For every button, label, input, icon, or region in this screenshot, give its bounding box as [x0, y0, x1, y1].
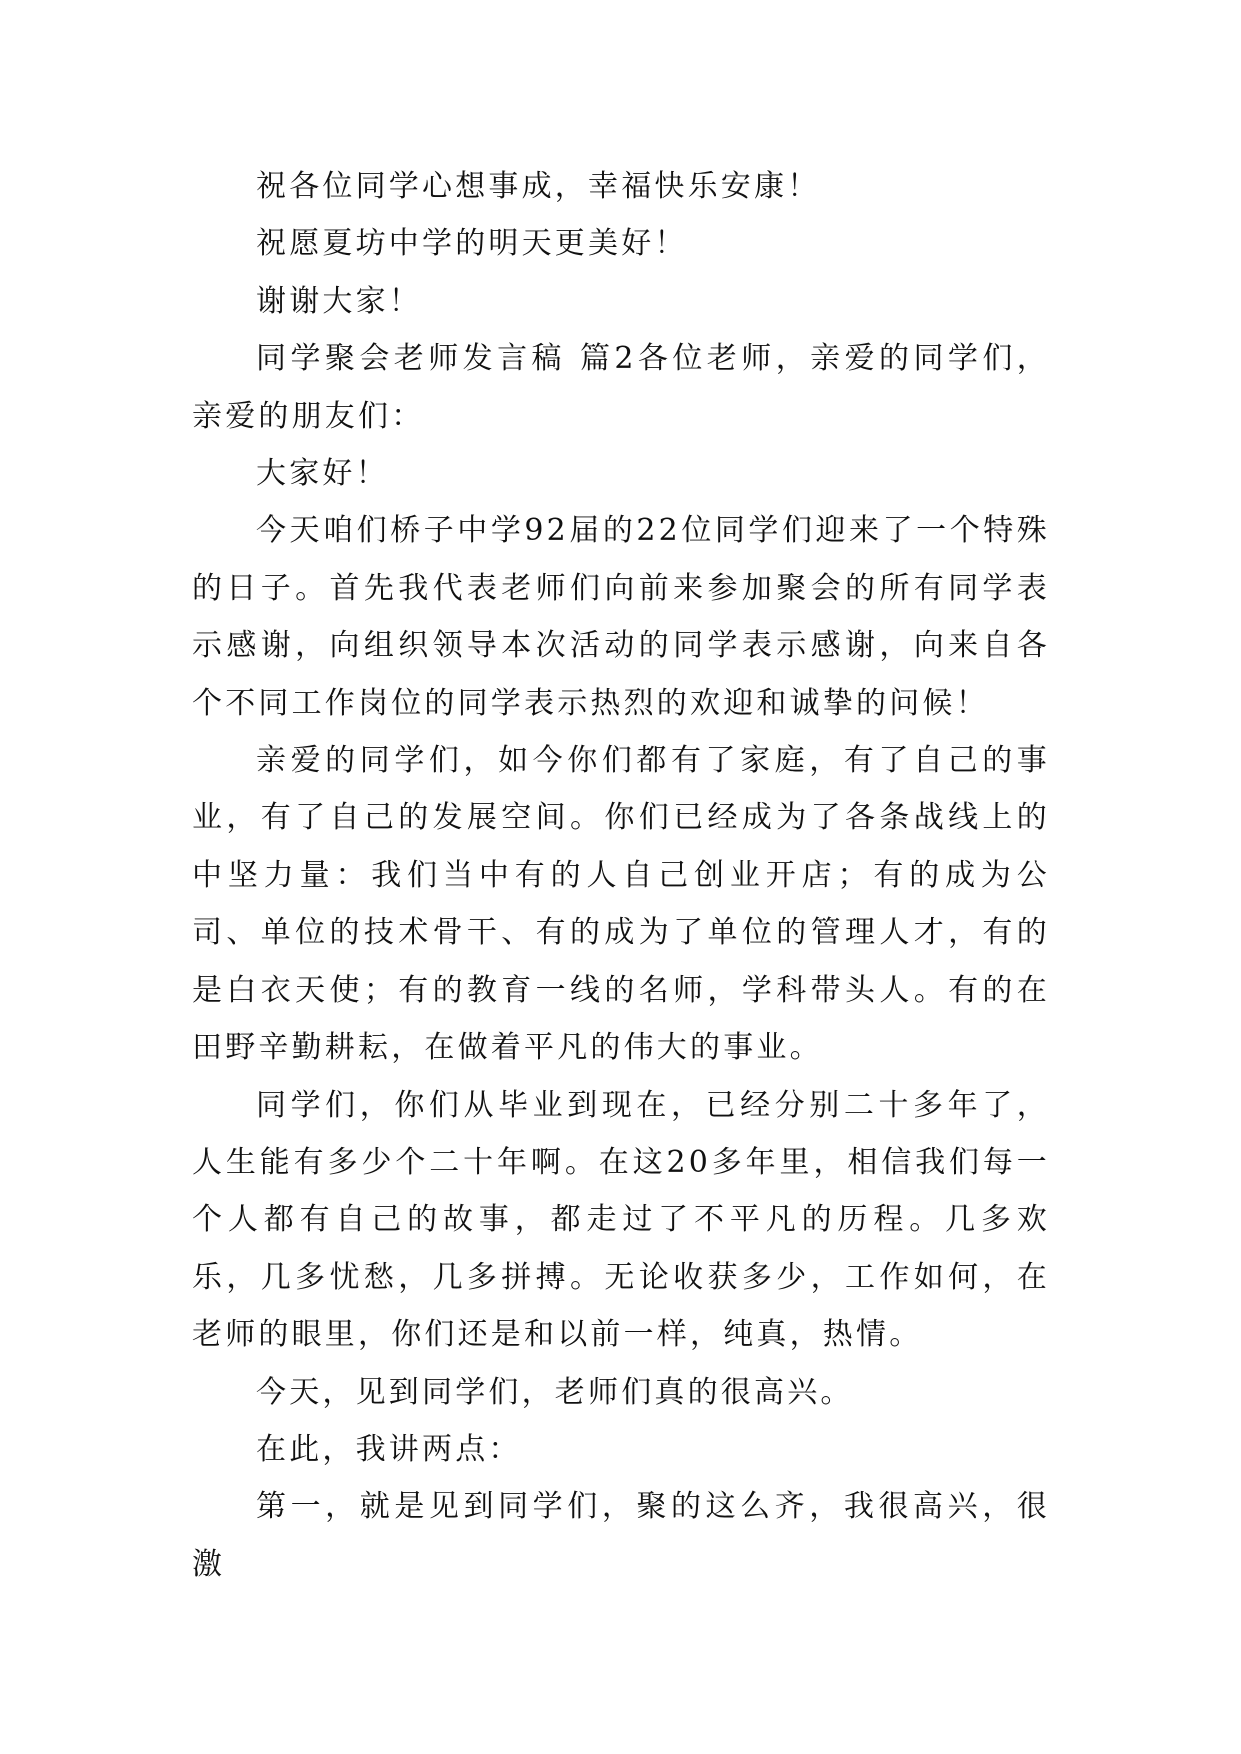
paragraph-thanks: 谢谢大家！ [256, 283, 422, 319]
paragraph-twenty-years: 同学们，你们从毕业到现在，已经分别二十多年了，人生能有多少个二十年啊。在这20多年里，相信我们每一个人都有自己的故事，都走过了不平凡的历程。几多欢乐，几多忧愁，几多拼搏。无论收获多少，工作如何，在老师的眼里，你们还是和以前一样，纯真，热情。 [192, 1087, 1050, 1353]
paragraph-speech-title-greeting: 同学聚会老师发言稿 篇2各位老师，亲爱的同学们，亲爱的朋友们： [192, 341, 1050, 434]
paragraph-special-day: 今天咱们桥子中学92届的22位同学们迎来了一个特殊的日子。首先我代表老师们向前来参加聚会的所有同学表示感谢，向组织领导本次活动的同学表示感谢，向来自各个不同工作岗位的同学表示热烈的欢迎和诚挚的问候！ [192, 513, 1050, 721]
paragraph-achievements: 亲爱的同学们，如今你们都有了家庭，有了自己的事业，有了自己的发展空间。你们已经成为了各条战线上的中坚力量：我们当中有的人自己创业开店；有的成为公司、单位的技术骨干、有的成为了单位的管理人才，有的是白衣天使；有的教育一线的名师，学科带头人。有的在田野辛勤耕耘，在做着平凡的伟大的事业。 [192, 743, 1050, 1066]
document-body [192, 158, 1050, 1593]
paragraph-wishes: 祝各位同学心想事成，幸福快乐安康！ [256, 169, 821, 204]
paragraph-two-points: 在此，我讲两点： [256, 1431, 522, 1467]
paragraph-school-wish: 祝愿夏坊中学的明天更美好！ [256, 226, 688, 262]
paragraph-hello: 大家好！ [256, 456, 389, 492]
paragraph-first-point: 第一，就是见到同学们，聚的这么齐，我很高兴，很激 [192, 1489, 1050, 1582]
paragraph-happy-today: 今天，见到同学们，老师们真的很高兴。 [256, 1374, 854, 1410]
